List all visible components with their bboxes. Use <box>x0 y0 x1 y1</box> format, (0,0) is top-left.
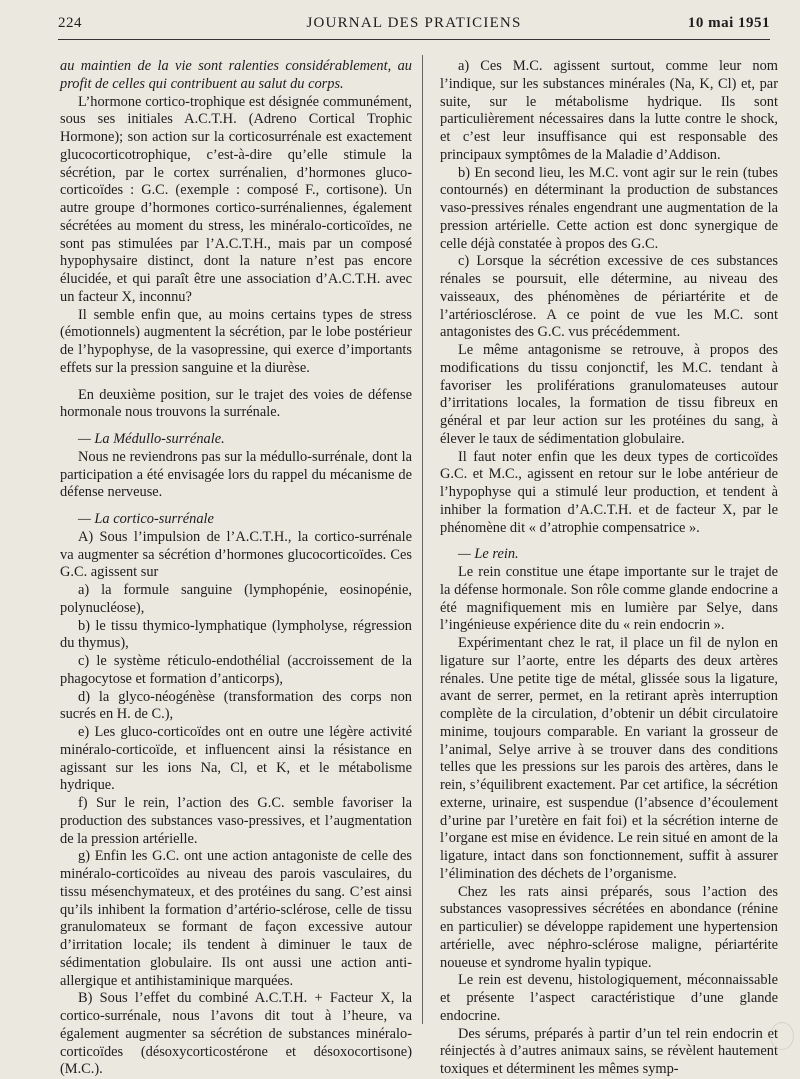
paragraph: Il faut noter enfin que les deux types de corticoïdes G.C. et M.C., agissent en retour sur le lobe antérieur de l’hypophyse qui a stimulé leur production, et tendent à inhiber la formation d’A.C.T.H. et de facteur X, par le phénomène dit « d’atrophie compensatrice ». <box>440 448 778 536</box>
paragraph: En deuxième position, sur le trajet des voies de défense hormonale nous trouvons la surrénale. <box>60 386 412 421</box>
paragraph: Chez les rats ainsi préparés, sous l’action des substances vasopressives sécrétées en abondance (rénine en particulier) se développe rapidement une hypertension artérielle, avec néphro-sclérose maligne, périartérite noueuse et syndrome hyalin typique. <box>440 883 778 971</box>
right-column <box>440 58 778 1079</box>
paragraph: a) la formule sanguine (lymphopénie, eosinopénie, polynucléose), <box>60 582 412 616</box>
paragraph: Le même antagonisme se retrouve, à propos des modifications du tissu conjonctif, les M.C. tendant à favoriser les proliférations granulomateuses autour d’irritations locales, la formation de tissu fibreux en général et par leur action sur les protéines du sang, à élever le taux de sédimentation globulaire. <box>440 342 778 447</box>
paragraph: f) Sur le rein, l’action des G.C. semble favoriser la production des substances vaso-pressives, et l’augmentation de la pression artérielle. <box>60 795 412 847</box>
paragraph: A) Sous l’impulsion de l’A.C.T.H., la cortico-surrénale va augmenter sa sécrétion d’hormones glucocorticoïdes. Ces G.C. agissent sur <box>60 528 412 581</box>
running-header <box>58 15 770 39</box>
paragraph: c) le système réticulo-endothélial (accroissement de la phagocytose et formation d’anticorps), <box>60 653 412 687</box>
paragraph: e) Les gluco-corticoïdes ont en outre une légère activité minéralo-corticoïde, et influencent ainsi la résistance en agissant sur les ions Na, Cl, et K, et le métabolisme hydrique. <box>60 724 412 794</box>
header-rule <box>58 39 770 40</box>
paragraph: Le rein est devenu, histologiquement, méconnaissable et présente l’aspect caractéristique d’une glande endocrine. <box>440 972 778 1024</box>
paragraph: Le rein constitue une étape importante sur le trajet de la défense hormonale. Son rôle comme glande endocrine a été magnifiquement mis en lumière par Selye, dans l’ingénieuse expérience dite du « rein endocrin ». <box>440 564 778 634</box>
paragraph: g) Enfin les G.C. ont une action antagoniste de celle des minéralo-corticoïdes au niveau des parois vasculaires, du tissu mésenchymateux, et des protéines du sang. C’est ainsi qu’ils inhibent la formation d’artério-sclérose, celle de tissu granulomateux se formant de façon excessive autour d’irritation locale; ils tendent à diminuer le taux de sédimentation globulaire. Ils ont aussi une action anti-allergique et antihistaminique marquées. <box>60 848 412 989</box>
section-heading: — La cortico-surrénale <box>78 511 214 527</box>
paragraph: a) Ces M.C. agissent surtout, comme leur nom l’indique, sur les substances minérales (Na, K, Cl) et, par suite, sur le métabolisme hydrique. Ils sont particulièrement nécessaires dans la lutte contre le shock, et c’est leur insuffisance qui est responsable des principaux symptômes de la Maladie d’Addison. <box>440 58 778 163</box>
page-corner-mark <box>770 1022 794 1050</box>
section-heading: — Le rein. <box>458 546 519 563</box>
section-heading: — La Médullo-surrénale. <box>78 431 225 447</box>
paragraph: Des sérums, préparés à partir d’un tel rein endocrin et réinjectés à d’autres animaux sains, se révèlent hautement toxiques et déterminent les mêmes symp- <box>440 1025 778 1077</box>
issue-date: 10 mai 1951 <box>687 15 770 31</box>
paragraph: Nous ne reviendrons pas sur la médullo-surrénale, dont la participation a été envisagée lors du rappel du mécanisme de défense nerveuse. <box>60 448 412 501</box>
paragraph: b) le tissu thymico-lymphatique (lympholyse, régression du thymus), <box>60 617 412 652</box>
paragraph: L’hormone cortico-trophique est désignée communément, sous ses initiales A.C.T.H. (Adreno Cortical Trophic Hormone); son action sur la corticosurrénale est exactement glucocorticotrophique, c’est-à-dire qu’elle stimule la sécrétion, par le cortex surrénalien, d’hormones gluco-corticoïdes : G.C. (exemple : composé F., cortisone). Un autre groupe d’hormones cortico-surrénaliennes, également sécrétées au moment du stress, les minéralo-corticoïdes, ne sont pas stimulées par l’A.C.T.H., mais par un composé hypophysaire distinct, dont la nature n’est pas encore élucidée, et qui paraît être une association d’A.C.T.H. avec un facteur X, inconnu? <box>60 93 412 305</box>
paragraph: au maintien de la vie sont ralenties considérablement, au profit de celles qui contribuent au salut du corps. <box>60 58 412 92</box>
journal-title: JOURNAL DES PRATICIENS <box>306 15 522 31</box>
paragraph: b) En second lieu, les M.C. vont agir sur le rein (tubes contournés) en déterminant la production de substances vaso-pressives rénales engendrant une augmentation de la pression artérielle. Cette action est donc synergique de celle déjà constatée à propos des G.C. <box>440 164 778 252</box>
left-column <box>60 58 412 1079</box>
paragraph: c) Lorsque la sécrétion excessive de ces substances rénales se poursuit, elle détermine, au niveau des vaisseaux, des phénomènes de périartérite et de l’artériosclérose. A ce point de vue les M.C. sont antagonistes des G.C. vus précédemment. <box>440 253 778 341</box>
page-number: 224 <box>58 15 82 31</box>
paragraph: B) Sous l’effet du combiné A.C.T.H. + Facteur X, la cortico-surrénale, nous l’avons dit tout à l’heure, va également augmenter sa sécrétion de substances minéralo-corticoïdes (désoxycorticostérone et désoxocortisone) (M.C.). <box>60 990 412 1078</box>
paragraph: d) la glyco-néogénèse (transformation des corps non sucrés en H. de C.), <box>60 688 412 723</box>
paragraph: Il semble enfin que, au moins certains types de stress (émotionnels) augmentent la sécrétion, par le lobe postérieur de l’hypophyse, de la vasopressine, qui exerce d’importants effets sur la pression sanguine et la diurèse. <box>60 306 412 376</box>
column-divider <box>422 55 423 1024</box>
paragraph: Expérimentant chez le rat, il place un fil de nylon en ligature sur l’aorte, entre les départs des deux artères rénales. Une petite tige de métal, glissée sous la ligature, avant de serrer, permet, en la retirant après interruption complète de la circulation, d’obtenir un débit circulatoire minime, toujours comparable. En variant la grosseur de l’animal, Selye arrive à se trouver dans des conditions telles que les pressions sur les parois des artères, dans le rein, s’équilibrent exactement. Par cet artifice, la sécrétion externe, urinaire, est suspendue (l’absence d’écoulement d’urine par l’uretère en fait foi) et la sécrétion interne de l’organe est mise en évidence. Le rein situé en amont de la ligature, intact dans son fonctionnement, suffit à assurer l’élimination des déchets de l’organisme. <box>440 635 778 882</box>
